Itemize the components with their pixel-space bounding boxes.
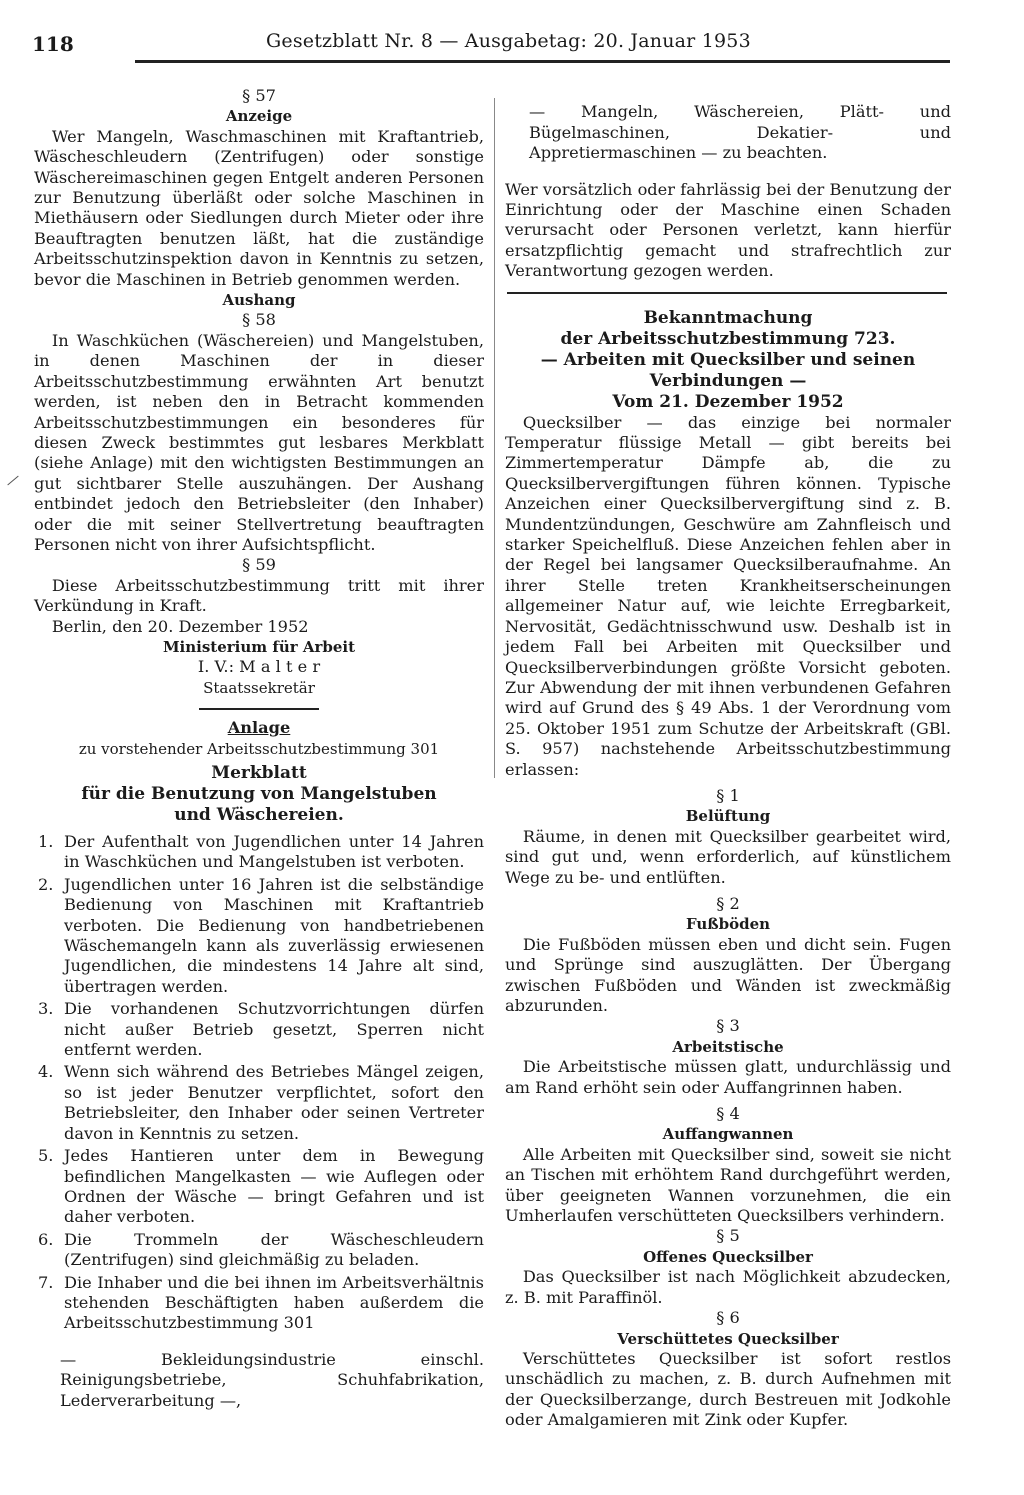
- list-text: Die Trommeln der Wäscheschleudern (Zentrifugen) sind gleichmäßig zu beladen.: [64, 1229, 484, 1270]
- list-continuation: — Bekleidungsindustrie einschl. Reinigungsbetriebe, Schuhfabrikation, Lederverarbeitung —,: [60, 1349, 484, 1410]
- continuation-text: — Mangeln, Wäschereien, Plätt- und Bügelmaschinen, Dekatier- und Appretiermaschinen — zu beachten.: [529, 102, 951, 162]
- section-title: Anzeige: [225, 107, 293, 126]
- list-text: Wenn sich während des Betriebes Mängel zeigen, so ist jeder Benutzer verpflichtet, sofort den Betriebsleiter, den Inhaber oder seinen Vertreter davon in Kenntnis zu setzen.: [64, 1062, 484, 1143]
- signature: I. V.: M a l t e r: [197, 657, 321, 677]
- list-number: 6.: [38, 1229, 54, 1249]
- list-item: [34, 875, 484, 997]
- section-text: Das Quecksilber ist nach Möglichkeit abzudecken, z. B. mit Paraffinöl.: [505, 1267, 951, 1307]
- column-divider: [494, 98, 495, 778]
- section-number: § 58: [242, 310, 276, 330]
- section-block: [505, 1308, 951, 1430]
- list-text: Jugendlichen unter 16 Jahren ist die selbständige Bedienung von Maschinen mit Kraftantrieb verboten. Die Bedienung von handbetriebenen Wäschemangeln kann als zuverlässig erwiesenen Jugendlichen, die mindestens 14 Jahre alt sind, übertragen werden.: [64, 874, 484, 996]
- section-title: Offenes Quecksilber: [643, 1247, 813, 1266]
- notice-intro: Quecksilber — das einzige bei normaler Temperatur flüssige Metall — gibt bereits bei Zimmertemperatur Dämpfe ab, die zu Quecksilbervergiftungen führen können. Typische Anzeichen einer Quecksilbervergiftung sind z. B. Mundentzündungen, Geschwüre am Zahnfleisch und starker Speichelfluß. Diese Anzeichen fehlen aber in der Regel bei langsamer Quecksilberaufnahme. An ihrer Stelle treten Krankheitserscheinungen allgemeiner Natur auf, wie leichte Erregbarkeit, Nervosität, Gedächtnisschwund usw. Deshalb ist in jedem Fall bei Arbeiten mit Quecksilber und Quecksilberverbindungen größte Vorsicht geboten. Zur Abwendung der mit ihnen verbundenen Gefahren wird auf Grund des § 49 Abs. 1 der Verordnung vom 25. Oktober 1951 zum Schutze der Arbeitskraft (GBl. S. 957) nachstehende Arbeitsschutzbestimmung erlassen:: [505, 412, 951, 779]
- list-text: Jedes Hantieren unter dem in Bewegung befindlichen Mangelkasten — wie Auflegen oder Ordnen der Wäsche — bringt Gefahren und ist daher verboten.: [64, 1146, 484, 1227]
- section-number: § 2: [716, 893, 740, 913]
- section-text: Wer Mangeln, Waschmaschinen mit Kraftantrieb, Wäscheschleudern (Zentrifugen) oder sonstige Wäschereimaschinen gegen Entgelt anderen Personen zur Benutzung überläßt oder solche Maschinen in Miethäusern oder Siedlungen durch Mieter oder ihre Beauftragten benutzen läßt, hat die zuständige Arbeitsschutzinspektion davon in Kenntnis zu setzen, bevor die Maschinen in Betrieb genommen werden.: [34, 126, 484, 289]
- section-block: [505, 894, 951, 1016]
- separator-rule: [507, 292, 947, 294]
- notice-title: Verbindungen —: [649, 370, 807, 391]
- annex-reference: zu vorstehender Arbeitsschutzbestimmung 301: [78, 739, 440, 758]
- annex-title: Anlage: [227, 718, 291, 738]
- section-title: Verschüttetes Quecksilber: [617, 1329, 839, 1348]
- section-text: Räume, in denen mit Quecksilber gearbeitet wird, sind gut und, wenn erforderlich, auf künstlichem Wege zu be- und entlüften.: [505, 826, 951, 887]
- notice-title: der Arbeitsschutzbestimmung 723.: [560, 328, 896, 349]
- list-item: [34, 1146, 484, 1228]
- section-text: Die Fußböden müssen eben und dicht sein. Fugen und Sprünge sind auszuglätten. Der Übergang zwischen Fußböden und Wänden ist zweckmäßig abzurunden.: [505, 934, 951, 1015]
- list-text: Der Aufenthalt von Jugendlichen unter 14 Jahren in Waschküchen und Mangelstuben ist verboten.: [64, 832, 484, 872]
- list-item: [34, 999, 484, 1060]
- notice-title: Bekanntmachung: [643, 307, 813, 328]
- section-text: Diese Arbeitsschutzbestimmung tritt mit ihrer Verkündung in Kraft.: [34, 575, 484, 616]
- list-item: [34, 1230, 484, 1271]
- liability-text: Wer vorsätzlich oder fahrlässig bei der Benutzung der Einrichtung oder der Maschine einen Schaden verursacht oder Personen verletzt, kann hierfür ersatzpflichtig gemacht und strafrechtlich zur Verantwortung gezogen werden.: [505, 179, 951, 281]
- section-title: Fußböden: [685, 915, 771, 934]
- section-number: § 6: [716, 1308, 740, 1328]
- section-block: [505, 786, 951, 888]
- section-number: § 59: [242, 555, 276, 575]
- list-number: 4.: [38, 1062, 54, 1082]
- right-column: [505, 86, 951, 1431]
- section-block: [505, 1226, 951, 1308]
- list-text: Die vorhandenen Schutzvorrichtungen dürfen nicht außer Betrieb gesetzt, Sperren nicht entfernt werden.: [64, 999, 484, 1060]
- section-text: In Waschküchen (Wäschereien) und Mangelstuben, in denen Maschinen der in dieser Arbeitsschutzbestimmung erwähnten Art benutzt werden, ist neben den in Betracht kommenden Arbeitsschutzbestimmungen ein besonderes für diesen Zweck bestimmtes gut lesbares Merkblatt (siehe Anlage) mit den wichtigsten Bestimmungen an gut sichtbarer Stelle auszuhängen. Der Aushang entbindet jedoch den Betriebsleiter (den Inhaber) oder die mit seiner Stellvertretung beauftragten Personen nicht von ihrer Aufsichtspflicht.: [34, 330, 484, 554]
- list-number: 2.: [38, 874, 54, 894]
- section-block: [505, 1104, 951, 1226]
- section-block: [505, 1016, 951, 1098]
- section-title: Belüftung: [685, 807, 771, 826]
- section-text: Die Arbeitstische müssen glatt, undurchlässig und am Rand erhöht sein oder Auffangrinnen haben.: [505, 1057, 951, 1097]
- section-number: § 1: [716, 785, 740, 805]
- leaflet-title: und Wäschereien.: [174, 805, 344, 825]
- list-item: [34, 1273, 484, 1334]
- section-text: Alle Arbeiten mit Quecksilber sind, soweit sie nicht an Tischen mit erhöhtem Rand durchgeführt werden, über geeigneten Wannen vorzunehmen, die ein Umherlaufen verschütteten Quecksilbers verhindern.: [505, 1144, 951, 1226]
- list-number: 3.: [38, 999, 54, 1019]
- section-number: § 3: [716, 1016, 740, 1036]
- notice-title: — Arbeiten mit Quecksilber und seinen: [540, 349, 916, 370]
- list-number: 1.: [38, 832, 54, 851]
- list-item: [34, 1062, 484, 1144]
- section-text: Verschüttetes Quecksilber ist sofort restlos unschädlich zu machen, z. B. durch Aufnehmen mit der Quecksilberzange, durch Bestreuen mit Jodkohle oder Amalgamieren mit Zink oder Kupfer.: [505, 1348, 951, 1430]
- margin-mark: [7, 476, 18, 486]
- page-number: 118: [32, 32, 74, 56]
- running-title: Gesetzblatt Nr. 8 — Ausgabetag: 20. Januar 1953: [266, 30, 751, 52]
- section-number: § 57: [242, 86, 276, 105]
- leaflet-list: [34, 832, 484, 1334]
- section-number: § 5: [716, 1226, 740, 1246]
- list-number: 7.: [38, 1272, 54, 1292]
- list-number: 5.: [38, 1146, 54, 1166]
- section-title: Auffangwannen: [662, 1125, 794, 1144]
- leaflet-title: für die Benutzung von Mangelstuben: [81, 784, 437, 804]
- place-date: Berlin, den 20. Dezember 1952: [51, 616, 309, 636]
- section-number: § 4: [716, 1104, 740, 1124]
- section-title: Aushang: [222, 291, 296, 310]
- ministry-name: Ministerium für Arbeit: [162, 637, 356, 656]
- list-text: Die Inhaber und die bei ihnen im Arbeitsverhältnis stehenden Beschäftigten haben außerdem die Arbeitsschutzbestimmung 301: [64, 1272, 484, 1333]
- notice-date: Vom 21. Dezember 1952: [612, 391, 844, 412]
- section-title: Arbeitstische: [672, 1037, 784, 1056]
- separator-rule: [199, 708, 319, 710]
- leaflet-title: Merkblatt: [211, 763, 307, 783]
- list-item: [34, 832, 484, 873]
- header-rule: [135, 60, 950, 63]
- page-header: [30, 28, 950, 62]
- signer-role: Staatssekretär: [203, 678, 315, 697]
- left-column: [34, 86, 484, 1427]
